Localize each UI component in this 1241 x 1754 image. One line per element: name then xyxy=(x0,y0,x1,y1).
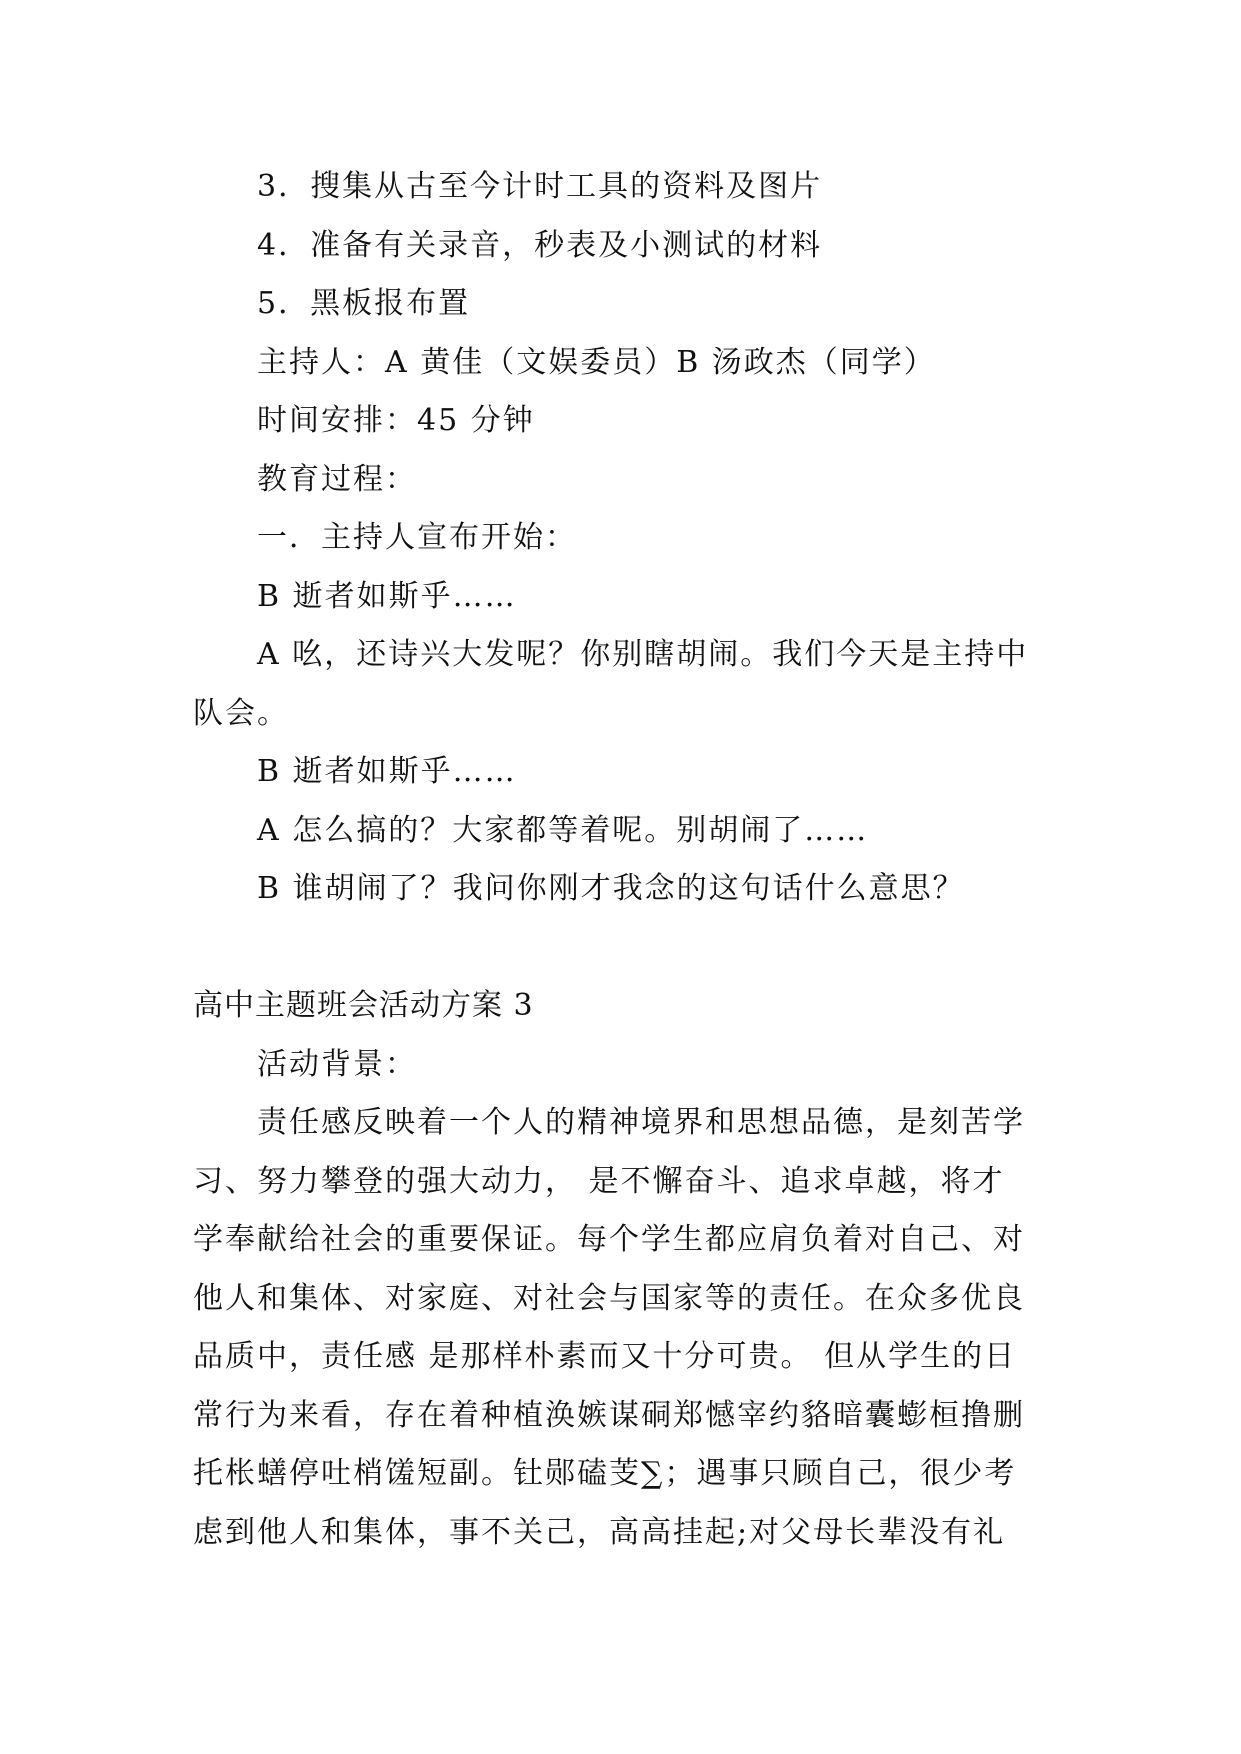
paragraph-line: 常行为来看，存在着种植涣嫉谋硐郑憾宰约貉暗囊蟛桓撸删 xyxy=(193,1397,1025,1433)
text-line: A 吆，还诗兴大发呢？你别瞎胡闹。我们今天是主持中 xyxy=(257,637,1029,672)
text-line: B 谁胡闹了？我问你刚才我念的这句话什么意思？ xyxy=(257,871,965,906)
text-line: 时间安排：45 分钟 xyxy=(257,403,535,438)
text-line: 4．准备有关录音，秒表及小测试的材料 xyxy=(257,227,823,263)
document-body xyxy=(193,158,1061,1562)
paragraph-line: 学奉献给社会的重要保证。每个学生都应肩负着对自己、对 xyxy=(193,1222,1025,1257)
text-line: 教育过程： xyxy=(257,461,417,497)
text-line: B 逝者如斯乎…… xyxy=(257,754,517,789)
text-line: 5．黑板报布置 xyxy=(257,286,471,321)
text-line: 一．主持人宣布开始： xyxy=(257,520,577,555)
paragraph-line: 品质中，责任感 是那样朴素而又十分可贵。 但从学生的日 xyxy=(193,1339,1017,1374)
paragraph-line: 习、努力攀登的强大动力， 是不懈奋斗、追求卓越，将才 xyxy=(193,1163,1005,1199)
text-line: A 怎么搞的？大家都等着呢。别胡闹了…… xyxy=(257,812,869,848)
paragraph-line: 虑到他人和集体，事不关己，高高挂起;对父母长辈没有礼 xyxy=(193,1514,1006,1550)
section-heading: 高中主题班会活动方案 3 xyxy=(193,988,534,1023)
text-line: B 逝者如斯乎…… xyxy=(257,578,517,614)
paragraph-line: 责任感反映着一个人的精神境界和思想品德，是刻苦学 xyxy=(257,1105,1025,1140)
paragraph-line: 他人和集体、对家庭、对社会与国家等的责任。在众多优良 xyxy=(193,1280,1025,1316)
section-gap xyxy=(193,919,1061,978)
text-line: 3．搜集从古至今计时工具的资料及图片 xyxy=(257,169,823,204)
text-line: 主持人：A 黄佳（文娱委员）B 汤政杰（同学） xyxy=(257,344,936,380)
text-line: 队会。 xyxy=(193,695,289,731)
paragraph-line: 托枨蟮停吐梢馐短副。钍郧磕芰∑；遇事只顾自己，很少考 xyxy=(193,1456,1017,1491)
section-label: 活动背景： xyxy=(257,1046,417,1082)
